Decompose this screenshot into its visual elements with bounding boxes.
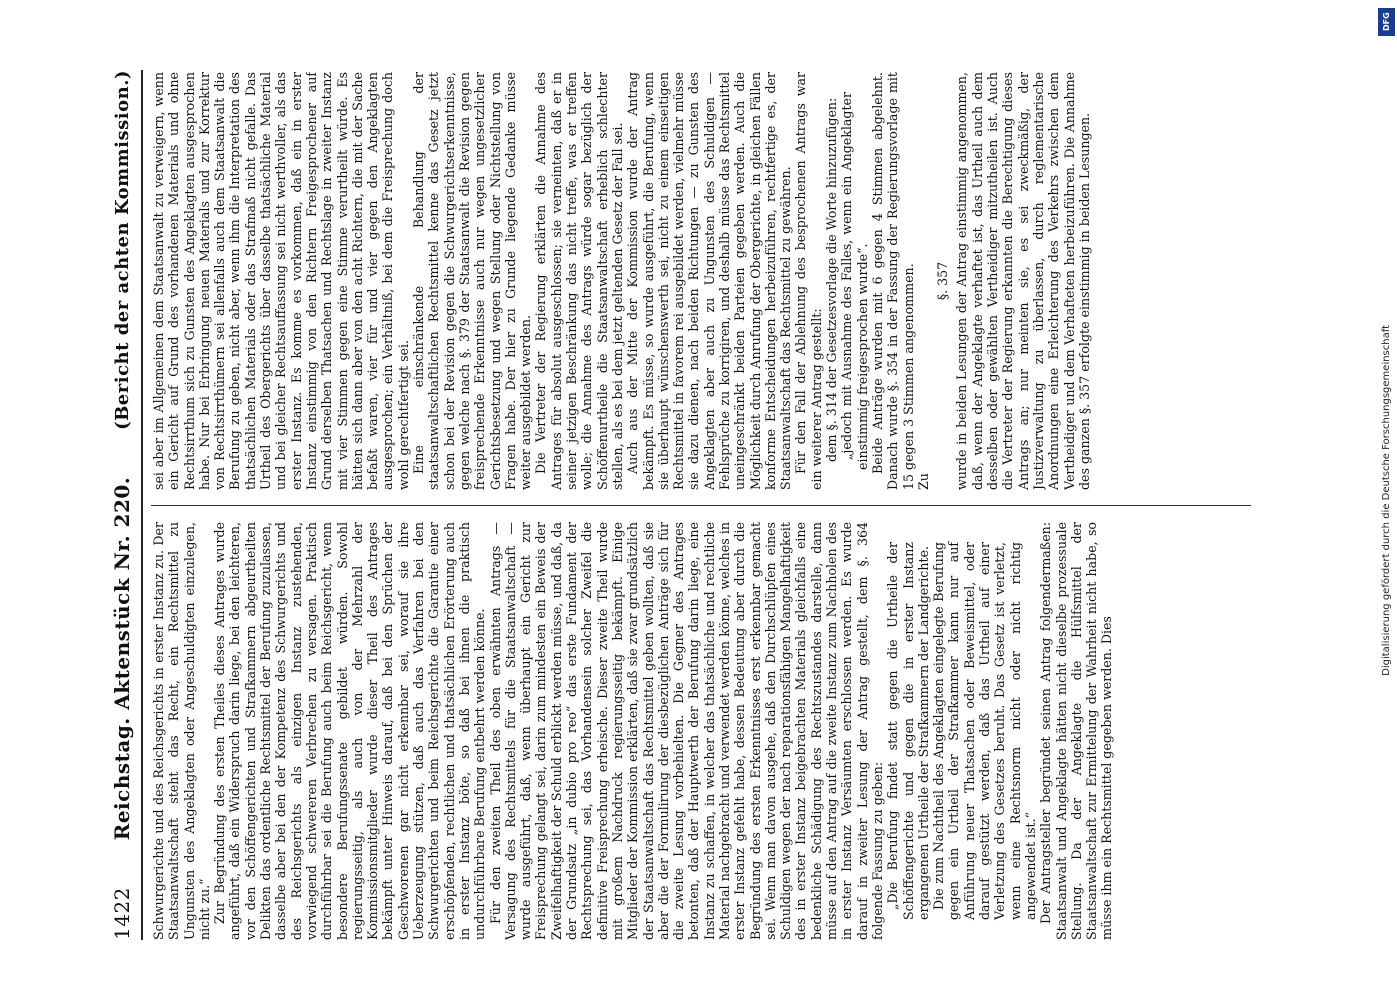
paragraph: Eine einschränkende Behandlung der staatsanwaltschaftlichen Rechtsmittel kenne das Gesetz jetzt schon bei der Revision gegen die Schwurgerichtserkenntnisse, gegen welche nach §. 379 der Staatsanwalt die Revision gegen freisprechende Erkenntnisse auch nur wegen ungesetzlicher Gerichtsbesetzung und wegen Stellung oder Nichtstellung von Fragen habe. Der hier zu Grunde liegende Gedanke müsse weiter ausgebildet werden. xyxy=(411,72,534,490)
page-body xyxy=(105,70,1265,940)
dfg-logo-icon: DFG xyxy=(1378,8,1395,36)
paragraph: sei aber im Allgemeinen dem Staatsanwalt zu verweigern, wenn ein Gericht auf Grund des vorhandenen Materials und ohne Rechtsirrthum sich zu Gunsten des Angeklagten ausgesprochen habe. Nur bei Erbringung neuen Materials und zur Korrektur von Rechtsirrthümern sei allenfalls auch dem Staatsanwalt die Berufung zu geben, nicht aber, wenn ihm die Interpretation des thatsächlichen Materials oder das Strafmaß nicht gefalle. Das Urtheil des Obergerichts über dasselbe thatsächliche Material und bei gleicher Rechtsauffassung sei nicht werthvoller, als das erster Instanz. Es komme es vorkommen, daß ein in erster Instanz einstimmig von den Richtern Freigesprochener auf Grund derselben Thatsachen und Rechtslage in zweiter Instanz mit vier Stimmen gegen eine Stimme verurtheilt würde. Es hätten sich dann aber von den acht Richtern, die mit der Sache befaßt waren, vier für und vier gegen den Angeklagten ausgesprochen; ein Verhältniß, bei dem die Freisprechung doch wohl gerechtfertigt sei. xyxy=(151,72,411,490)
page-title: Reichstag. Aktenstück Nr. 220. xyxy=(110,476,134,841)
paragraph: §. 357 xyxy=(935,261,951,301)
paragraph: „jedoch mit Ausnahme des Falles, wenn ein Angeklagter einstimmig freigesprochen wurde“. xyxy=(839,92,870,470)
left-column xyxy=(151,522,1261,940)
paragraph: Schwurgerichte und des Reichsgerichts in erster Instanz zu. Der Staatsanwaltschaft steht das Recht, ein Rechtsmittel zu Ungunsten des Angeklagten oder Angeschuldigten einzulegen, nicht zu.“ xyxy=(151,522,212,940)
paragraph: dem §. 314 der Gesetzesvorlage die Worte hinzuzufügen: xyxy=(824,97,840,462)
column-divider xyxy=(151,505,1251,506)
paragraph: Der Antragsteller begründet seinen Antrag folgendermaßen: Staatsanwalt und Angeklagte hätten nicht dieselbe prozessuale Stellung. Da der Angeklagte die Hülfsmittel der Staatsanwaltschaft zur Ermittelung der Wahrheit nicht habe, so müsse ihm ein Rechtsmittel gegeben werden. Dies xyxy=(1038,522,1115,940)
paragraph: Auch aus der Mitte der Kommission wurde der Antrag bekämpft. Es müsse, so wurde ausgeführt, die Berufung, wenn sie überhaupt wünschenswerth sei, nicht zu einem einseitigen Rechtsmittel in favorem rei ausgebildet werden, vielmehr müsse sie dazu dienen, nach beiden Richtungen — zu Gunsten des Angeklagten aber auch zu Ungunsten des Schuldigen — Fehlsprüche zu korrigiren, und deshalb müsse das Rechtsmittel uneingeschränkt beiden Parteien gegeben werden. Auch die Möglichkeit durch Anrufung der Obergerichte, in gleichen Fällen konforme Entscheidungen herbeizuführen, rechtfertige es, der Staatsanwaltschaft das Rechtsmittel zu gewähren. xyxy=(625,72,794,490)
paragraph: wurde in beiden Lesungen der Antrag einstimmig angenommen, daß, wenn der Angeklagte verhaftet ist, das Urtheil auch dem desselben oder gewählten Vertheidiger mitzutheilen ist. Auch die Vertreter der Regierung erkannten die Berechtigung dieses Antrags an; nur meinten sie, es sei zweckmäßig, der Justizverwaltung zu überlassen, durch reglementarische Anordnungen eine Erleichterung des Verkehrs zwischen dem Vertheidiger und dem Verhafteten herbeizuführen. Die Annahme des ganzen §. 357 erfolgte einstimmig in beiden Lesungen. xyxy=(954,72,1092,490)
report-title: (Bericht der achten Kommission.) xyxy=(111,70,133,430)
paragraph: „Die Berufung findet statt gegen die Urtheile der Schöffengerichte und gegen die in erster Instanz ergangenen Urtheile der Strafkammern der Landgerichte. xyxy=(885,542,931,920)
right-column xyxy=(151,72,1261,490)
paragraph: Zur Begründung des ersten Theiles dieses Antrages wurde angeführt, daß ein Widerspruch darin liege, bei den leichteren, vor den Schöffengerichten und Strafkammern abgeurtheilten Delikten das ordentliche Rechtsmittel der Berufung zuzulassen, dasselbe aber bei den der Kompetenz des Schwurgerichts und des Reichsgerichts als einzigen Instanz zustehenden, vorwiegend schwereren Verbrechen zu versagen. Praktisch durchführbar sei die Berufung auch beim Reichsgericht, wenn besondere Berufungssenate gebildet würden. Sowohl regierungsseitig, als auch von der Mehrzahl der Kommissionsmitglieder wurde dieser Theil des Antrages bekämpft unter Hinweis darauf, daß bei den Sprüchen der Geschworenen gar nicht erkennbar sei, worauf sie ihre Ueberzeugung stützen, daß auch das Verfahren bei den Schwurgerichten und beim Reichsgerichte die Garantie einer erschöpfenden, rechtlichen und thatsächlichen Erörterung auch in erster Instanz böte, so daß bei ihnen die praktisch undurchführbare Berufung entbehrt werden könne. xyxy=(212,522,488,940)
paragraph: Für den Fall der Ablehnung des besprochenen Antrags war ein weiterer Antrag gestellt: xyxy=(793,72,824,490)
paragraph: Die Vertreter der Regierung erklärten die Annahme des Antrages für absolut ausgeschlossen; sie verneinten, daß er in seiner jetzigen Beschränkung das nicht treffe, was er treffen wolle; die Annahme des Antrags würde sogar bezüglich der Schöffenurtheile die Staatsanwaltschaft erheblich schlechter stellen, als es bei dem jetzt geltenden Gesetz der Fall sei. xyxy=(533,72,625,490)
paragraph: Zu xyxy=(915,473,931,490)
paragraph: Für den zweiten Theil des oben erwähnten Antrags — Versagung des Rechtsmittels für die Staatsanwaltschaft — wurde ausgeführt, daß, wenn überhaupt ein Gericht zur Freisprechung gelangt sei, darin zum mindesten ein Beweis der Zweifelhaftigkeit der Schuld erblickt werden müsse, und daß, da der Grundsatz „in dubio pro reo“ das erste Fundament der Rechtsprechung sei, das Vorhandensein solcher Zweifel die definitive Freisprechung erheische. Dieser zweite Theil wurde mit großem Nachdruck regierungsseitig bekämpft. Einige Mitglieder der Kommission erklärten, daß sie zwar grundsätzlich der Staatsanwaltschaft das Rechtsmittel geben wollten, daß sie aber die der Formulirung der diesbezüglichen Anträge sich für die zweite Lesung vorbehielten. Die Gegner des Antrages betonten, daß der Hauptwerth der Berufung darin liege, eine Instanz zu schaffen, in welcher das thatsächliche und rechtliche Material nachgebracht und verwendet werden könne, welches in erster Instanz gefehlt habe, dessen Bedeutung aber durch die Begründung des ersten Erkenntnisses erst erkennbar gemacht sei. Wenn man davon ausgehe, daß den Durchschlüpfen eines Schuldigen wegen der nach reparationsfähigen Mangelhaftigkeit des in erster Instanz beigebrachten Materials gleichfalls eine bedenkliche Schädigung des Rechtszustandes darstelle, dann müsse auf den Antrag auf die zweite Instanz zum Nachholen des in erster Instanz Versäumten erschlossen werden. Es wurde darauf in zweiter Lesung der Antrag gestellt, dem §. 364 folgende Fassung zu geben: xyxy=(487,522,885,940)
header-rule xyxy=(141,70,143,940)
paragraph: Beide Anträge wurden mit 6 gegen 4 Stimmen abgelehnt. Danach wurde §. 354 in der Fassung der Regierungsvorlage mit 15 gegen 3 Stimmen angenommen. xyxy=(869,72,916,490)
page-number: 1422 xyxy=(110,887,134,940)
page-header xyxy=(105,70,139,940)
digitization-notice-text: Digitalisierung gefördert durch die Deutsche Forschungsgemeinschaft xyxy=(1380,324,1392,676)
digitization-notice xyxy=(1379,8,1393,992)
paragraph: Die zum Nachtheil des Angeklagten eingelegte Berufung gegen ein Urtheil der Strafkammer kann nur auf Anführung neuer Thatsachen oder Beweismittel, oder darauf gestützt werden, daß das Urtheil auf einer Verletzung des Gesetzes beruht. Das Gesetz ist verletzt, wenn eine Rechtsnorm nicht oder nicht richtig angewendet ist.“ xyxy=(931,542,1038,920)
